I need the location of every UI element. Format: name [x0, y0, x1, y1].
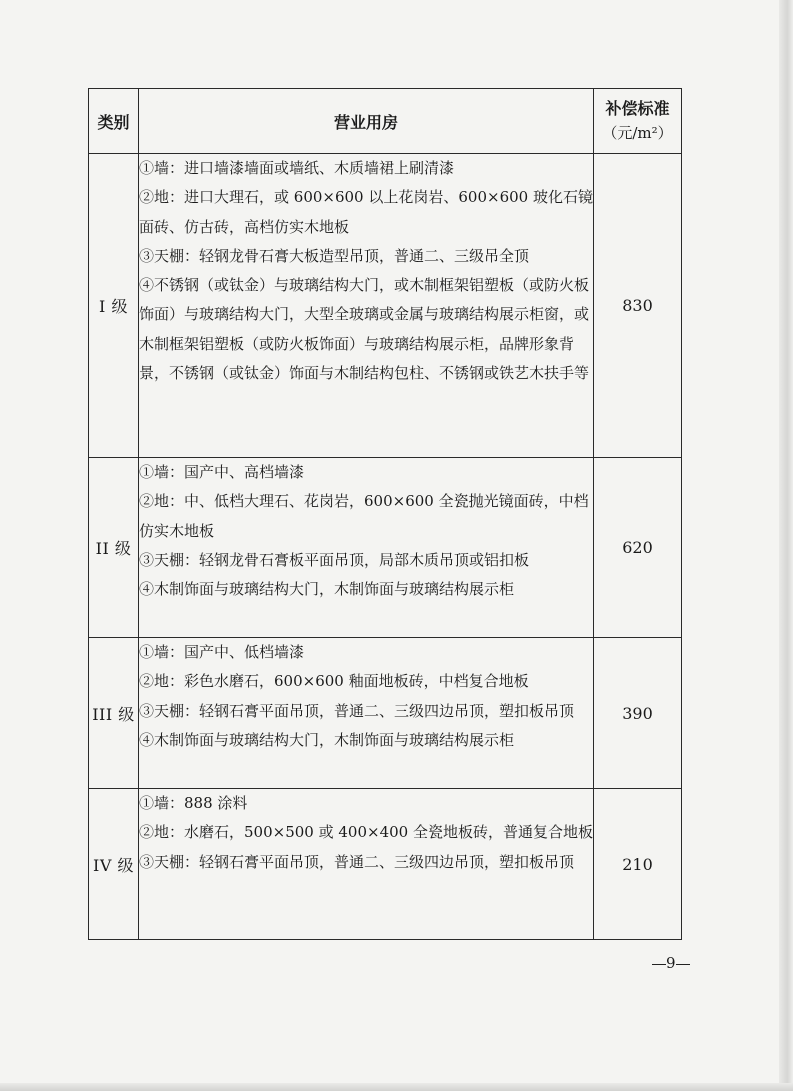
category-cell: I 级 — [89, 154, 139, 458]
page-number-dash — [676, 964, 690, 965]
page-number-dash — [652, 964, 666, 965]
list-item: ③天棚：轻钢龙骨石膏板平面吊顶，局部木质吊顶或铝扣板 — [139, 550, 530, 569]
list-item: ①墙：进口墙漆墙面或墙纸、木质墙裙上刷清漆 — [139, 159, 455, 177]
description-cell — [139, 458, 594, 638]
list-item: ④木制饰面与玻璃结构大门，木制饰面与玻璃结构展示柜 — [139, 730, 515, 749]
header-unit: （元/m²） — [602, 124, 673, 142]
standard-value: 620 — [594, 458, 682, 638]
header-standard-label: 补偿标准 — [605, 99, 670, 118]
compensation-table — [88, 88, 682, 940]
category-cell: II 级 — [89, 458, 139, 638]
header-use: 营业用房 — [139, 89, 594, 154]
table-row — [89, 458, 682, 638]
description-cell — [139, 789, 594, 940]
page-number-text: 9 — [666, 954, 676, 972]
list-item: ①墙：国产中、高档墙漆 — [139, 463, 305, 481]
standard-value: 830 — [594, 154, 682, 458]
list-item: ②地：水磨石，500×500 或 400×400 全瓷地板砖，普通复合地板 — [139, 823, 593, 842]
category-cell: IV 级 — [89, 789, 139, 940]
category-cell: III 级 — [89, 638, 139, 789]
description-cell — [139, 154, 594, 458]
description-cell — [139, 638, 594, 789]
list-item: ③天棚：轻钢龙骨石膏大板造型吊顶，普通二、三级吊全顶 — [139, 246, 530, 265]
standard-value: 210 — [594, 789, 682, 940]
table-row — [89, 638, 682, 789]
list-item: ①墙：国产中、低档墙漆 — [139, 643, 305, 661]
scan-edge — [779, 0, 793, 1091]
list-item: ④不锈钢（或钛金）与玻璃结构大门，或木制框架铝塑板（或防火板饰面）与玻璃结构大门，大型全玻璃或金属与玻璃结构展示柜窗，或木制框架铝塑板（或防火板饰面）与玻璃结构展示柜，品牌形象背景，不锈钢（或钛金）饰面与木制结构包柱、不锈钢或铁艺木扶手等 — [139, 276, 590, 383]
scan-edge-bottom — [0, 1083, 793, 1091]
list-item: ②地：中、低档大理石、花岗岩，600×600 全瓷抛光镜面砖，中档仿实木地板 — [139, 492, 589, 540]
list-item: ③天棚：轻钢石膏平面吊顶，普通二、三级四边吊顶，塑扣板吊顶 — [139, 701, 575, 720]
list-item: ④木制饰面与玻璃结构大门，木制饰面与玻璃结构展示柜 — [139, 580, 515, 599]
table-row — [89, 789, 682, 940]
table-header-row — [89, 89, 682, 154]
list-item: ③天棚：轻钢石膏平面吊顶，普通二、三级四边吊顶，塑扣板吊顶 — [139, 852, 575, 871]
list-item: ①墙：888 涂料 — [139, 794, 248, 812]
header-category: 类别 — [89, 89, 139, 154]
page-number — [652, 954, 690, 972]
standard-value: 390 — [594, 638, 682, 789]
list-item: ②地：彩色水磨石，600×600 釉面地板砖，中档复合地板 — [139, 672, 529, 691]
header-standard — [594, 89, 682, 154]
table-row — [89, 154, 682, 458]
list-item: ②地：进口大理石，或 600×600 以上花岗岩、600×600 玻化石镜面砖、仿古砖，高档仿实木地板 — [139, 188, 593, 236]
